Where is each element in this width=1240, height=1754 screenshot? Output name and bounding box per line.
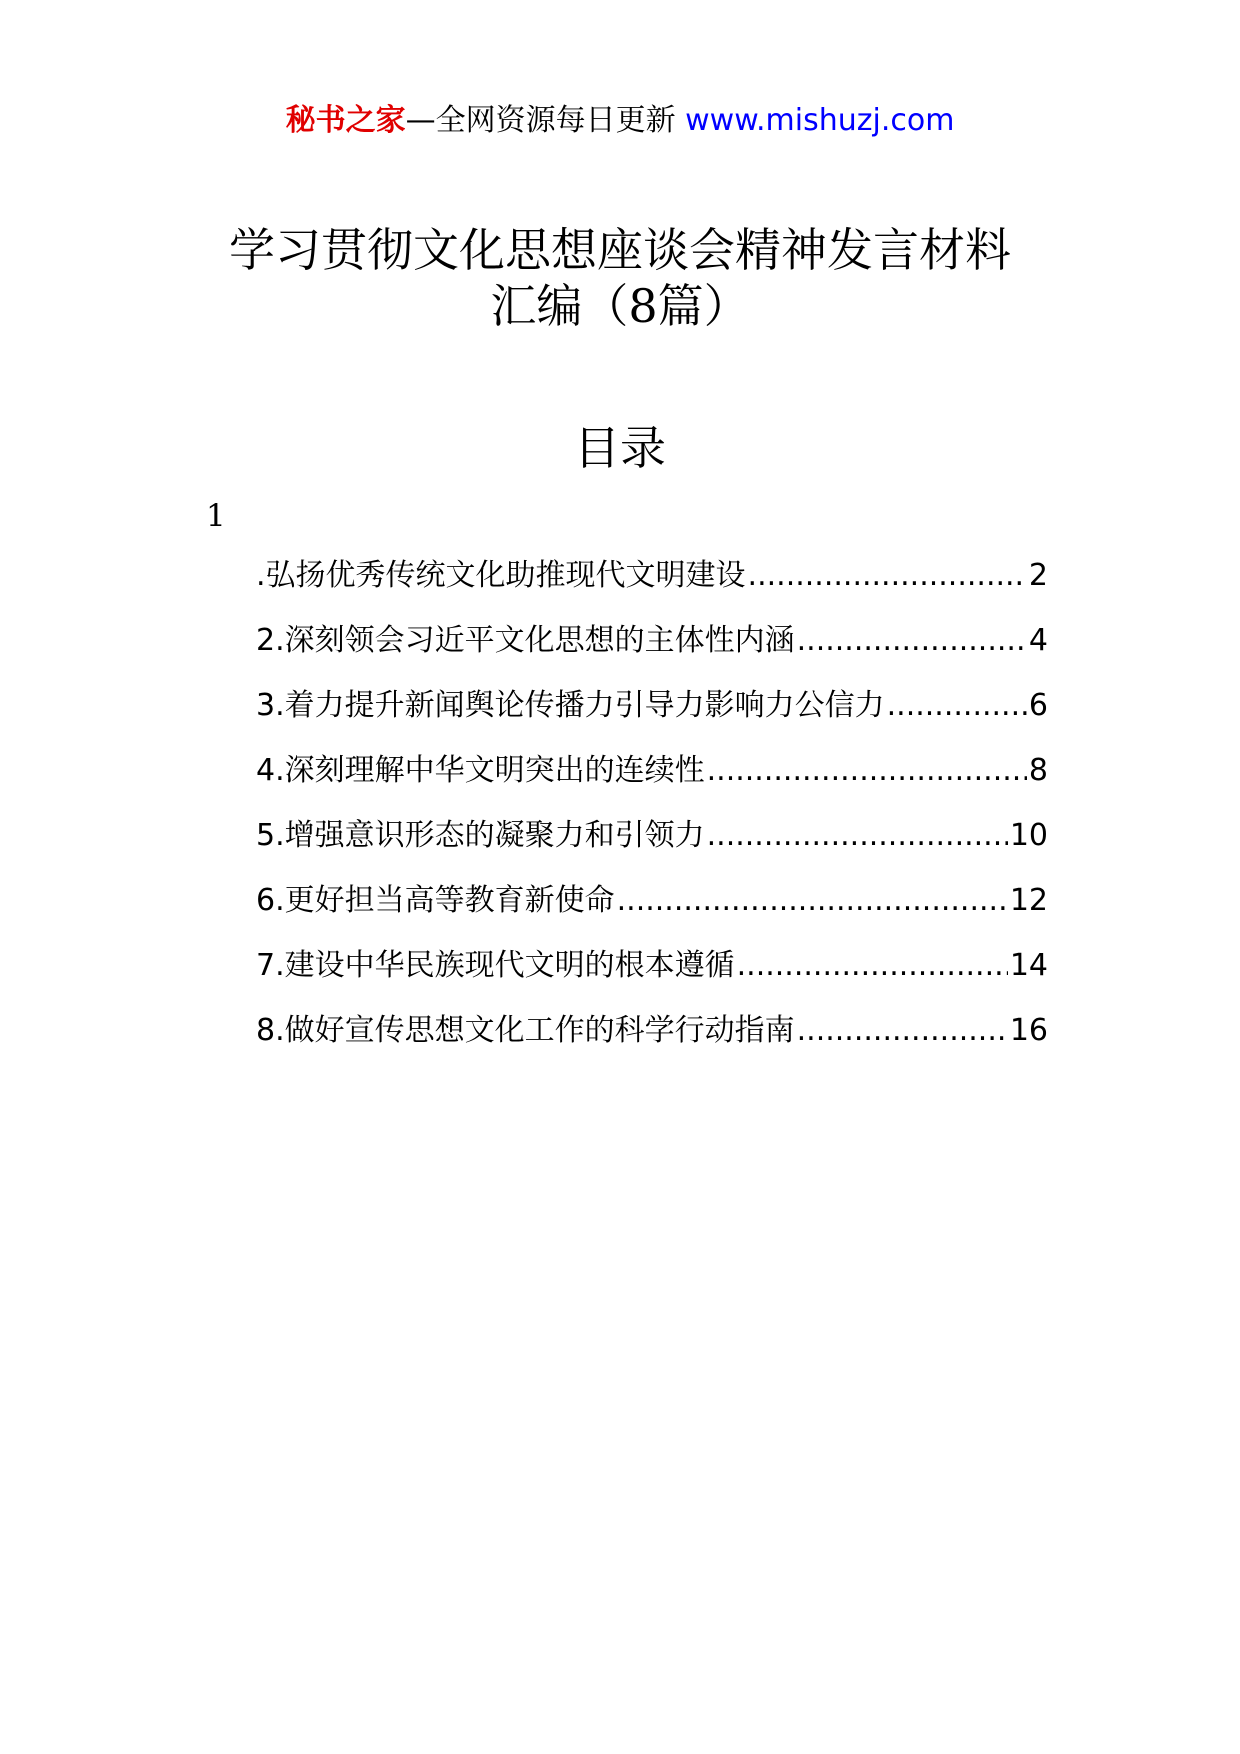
site-url-link[interactable]: www.mishuzj.com	[685, 103, 955, 138]
toc-entry[interactable]	[256, 685, 1048, 750]
toc-entry[interactable]	[256, 750, 1048, 815]
title-line-2-prefix: 汇编（	[490, 279, 629, 333]
document-title	[0, 222, 1240, 334]
title-count-number: 8	[628, 279, 658, 333]
table-of-contents	[256, 555, 1048, 1075]
toc-entry-page: 4	[1028, 623, 1048, 658]
toc-entry-page: 10	[1009, 818, 1048, 853]
toc-dot-leader	[707, 750, 1027, 792]
toc-dot-leader	[797, 1010, 1008, 1052]
toc-entry-title: 2.深刻领会习近平文化思想的主体性内涵	[256, 623, 795, 658]
toc-entry[interactable]	[256, 620, 1048, 685]
list-number-marker: 1	[206, 498, 226, 534]
toc-entry[interactable]	[256, 945, 1048, 1010]
toc-entry-title: 4.深刻理解中华文明突出的连续性	[256, 753, 705, 788]
toc-entry-title: 5.增强意识形态的凝聚力和引领力	[256, 818, 705, 853]
toc-entry-title: 6.更好担当高等教育新使命	[256, 883, 615, 918]
toc-entry-title: .弘扬优秀传统文化助推现代文明建设	[256, 558, 746, 593]
toc-entry-title: 3.着力提升新闻舆论传播力引导力影响力公信力	[256, 688, 885, 723]
title-line-1: 学习贯彻文化思想座谈会精神发言材料	[229, 223, 1011, 277]
site-header	[0, 98, 1240, 144]
toc-entry-page: 8	[1028, 753, 1048, 788]
toc-entry-title: 8.做好宣传思想文化工作的科学行动指南	[256, 1013, 795, 1048]
toc-dot-leader	[797, 620, 1027, 662]
toc-dot-leader	[617, 880, 1008, 922]
toc-entry[interactable]	[256, 880, 1048, 945]
toc-entry-page: 12	[1009, 883, 1048, 918]
toc-dot-leader	[707, 815, 1008, 857]
toc-entry-title: 7.建设中华民族现代文明的根本遵循	[256, 948, 735, 983]
title-line-2-suffix: 篇）	[657, 279, 750, 333]
toc-dot-leader	[737, 945, 1008, 987]
toc-entry[interactable]	[256, 815, 1048, 880]
title-line-2	[0, 278, 1240, 334]
toc-entry-page: 6	[1028, 688, 1048, 723]
toc-entry[interactable]	[256, 555, 1048, 620]
brand-name: 秘书之家	[285, 103, 406, 138]
toc-dot-leader	[748, 555, 1027, 597]
toc-entry[interactable]	[256, 1010, 1048, 1075]
toc-heading: 目录	[574, 421, 666, 475]
toc-entry-page: 2	[1028, 558, 1048, 593]
toc-entry-page: 16	[1009, 1013, 1048, 1048]
toc-entry-page: 14	[1009, 948, 1048, 983]
toc-dot-leader	[887, 685, 1027, 727]
header-tagline: —全网资源每日更新	[405, 103, 686, 138]
